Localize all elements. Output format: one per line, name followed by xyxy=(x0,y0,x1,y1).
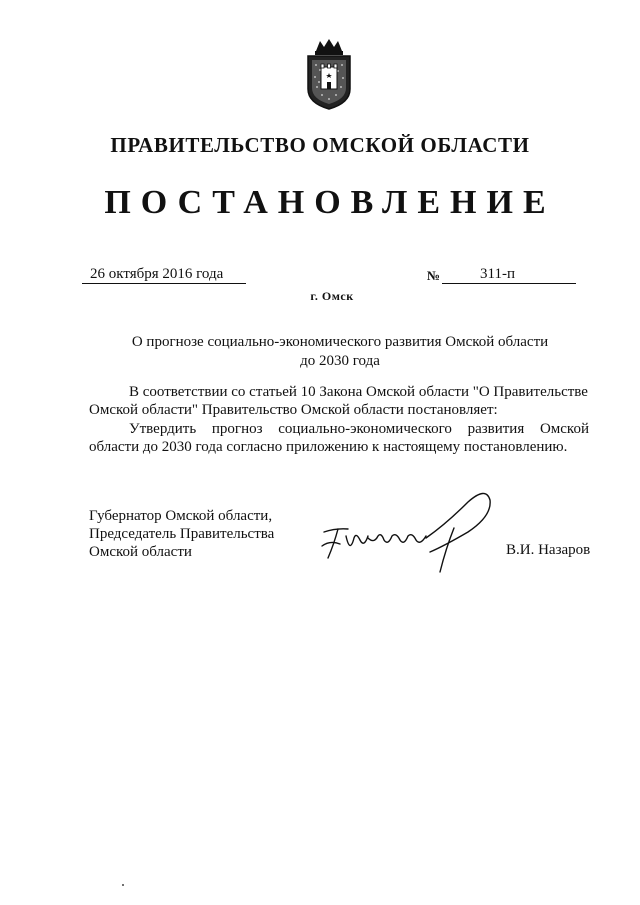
coat-of-arms-icon xyxy=(300,37,358,111)
signer-position-line-3: Омской области xyxy=(89,544,192,560)
preamble xyxy=(89,383,589,419)
number-sign: № xyxy=(427,268,441,283)
city: г. Омск xyxy=(310,289,354,303)
subject-line-1: О прогнозе социально-экономического развития Омской области xyxy=(131,334,549,350)
subject-line-2: до 2030 года xyxy=(300,353,380,369)
signer-position xyxy=(89,507,274,561)
authority-title: ПРАВИТЕЛЬСТВО ОМСКОЙ ОБЛАСТИ xyxy=(110,133,530,157)
scan-speck xyxy=(122,884,124,886)
document-number: 311-п xyxy=(442,265,576,284)
document-subject xyxy=(120,333,560,371)
signer-position-line-2: Председатель Правительства xyxy=(89,526,275,542)
preamble-line-1: В соответствии со статьей 10 Закона Омской области "О Правительстве xyxy=(129,384,588,400)
resolution-paragraph: Утвердить прогноз социально-экономического развития Омской области до 2030 года согласно приложению к настоящему постановлению. xyxy=(89,421,589,455)
signer-position-line-1: Губернатор Омской области, xyxy=(89,508,273,524)
document-date: 26 октября 2016 года xyxy=(82,265,246,284)
signature-icon xyxy=(318,488,498,580)
preamble-line-2: Омской области" Правительство Омской области постановляет: xyxy=(89,402,498,418)
signer-name: В.И. Назаров xyxy=(506,542,591,558)
document-type: ПОСТАНОВЛЕНИЕ xyxy=(104,184,556,221)
resolution xyxy=(89,420,589,456)
